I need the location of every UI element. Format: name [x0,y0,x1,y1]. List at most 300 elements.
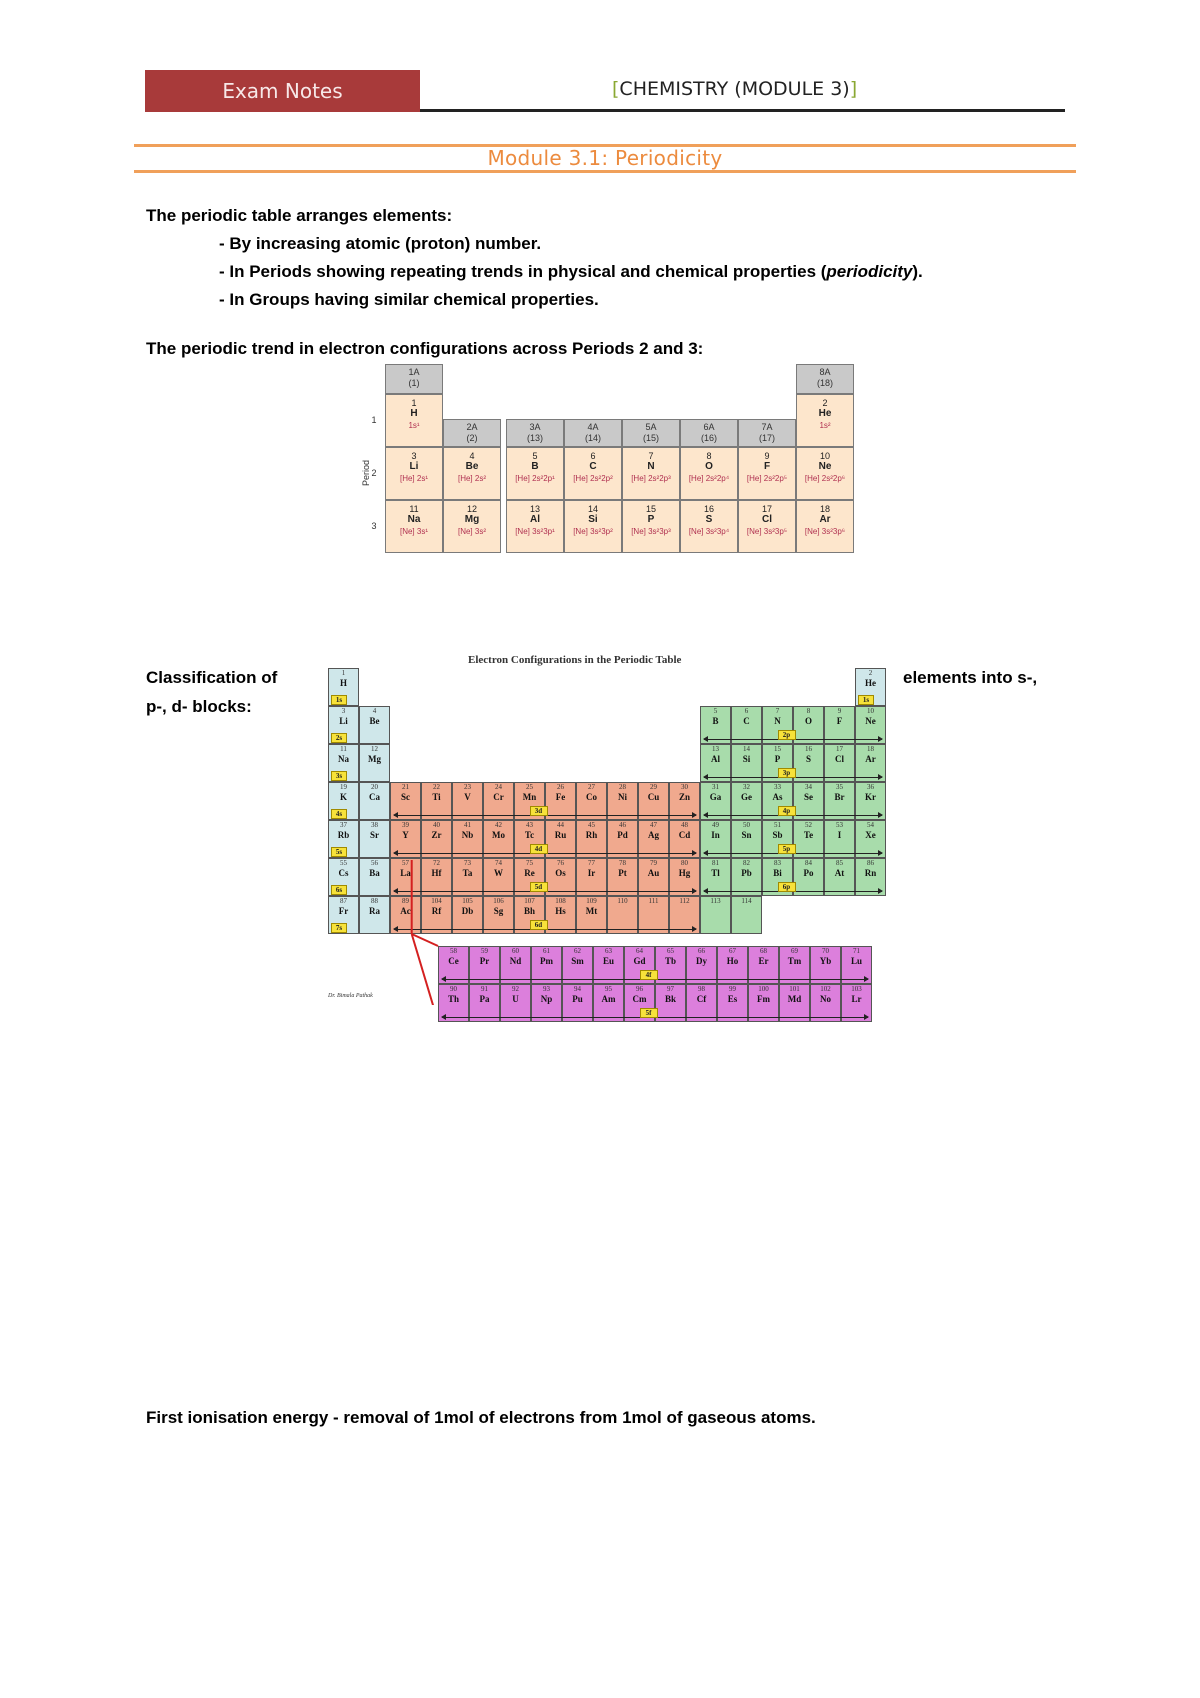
element-symbol: Ba [369,868,380,878]
element-symbol: Yb [819,956,832,966]
atomic-number: 32 [743,783,750,791]
element-cell [443,500,501,553]
electron-configuration: [He] 2s²2p² [573,474,613,483]
atomic-number: 92 [512,985,520,993]
atomic-number: 14 [743,745,750,753]
element-symbol: I [837,830,842,840]
element-symbol: La [400,868,411,878]
orbital-label: 2p [778,730,796,740]
orbital-label: 6p [778,882,796,892]
element-symbol: Ni [618,792,627,802]
element-symbol: Co [586,792,597,802]
atomic-number: 96 [636,985,644,993]
orbital-label: 5f [640,1008,658,1018]
atomic-number: 6 [744,707,749,715]
element-symbol: P [774,754,781,764]
atomic-number: 62 [574,947,582,955]
element-symbol: Ru [554,830,567,840]
classification-text-left-1: Classification of [146,668,278,687]
element-symbol: Sg [493,906,504,916]
atomic-number: 57 [402,859,409,867]
element-symbol: Ta [462,868,473,878]
element-symbol: Si [742,754,751,764]
orbital-label: 4p [778,806,796,816]
atomic-number: 38 [371,821,378,829]
atomic-number: 22 [433,783,440,791]
element-symbol: At [834,868,845,878]
atomic-number: 94 [574,985,582,993]
group-header: 7A (17) [738,419,796,447]
atomic-number: 26 [557,783,564,791]
element-symbol: W [494,868,503,878]
module-rule-bottom [134,170,1076,173]
periodicity-term: periodicity [826,262,913,281]
electron-configuration: [He] 2s²2p⁴ [688,474,730,483]
header-label-box [145,70,420,112]
atomic-number: 21 [402,783,409,791]
element-symbol: Se [804,792,813,802]
atomic-number: 24 [495,783,502,791]
element-symbol: Db [461,906,474,916]
element-symbol: Al [711,754,720,764]
orbital-label: 3d [530,806,548,816]
atomic-number: 35 [836,783,843,791]
atomic-number: 47 [650,821,657,829]
atomic-number: 29 [650,783,657,791]
electron-configuration: [Ne] 3s²3p¹ [515,527,555,536]
element-symbol: Th [448,994,460,1004]
atomic-number: 31 [712,783,719,791]
element-symbol: Rf [431,906,442,916]
orbital-label: 5s [331,847,347,857]
element-symbol: Cl [762,514,772,525]
atomic-number: 72 [433,859,440,867]
module-title: Module 3.1: Periodicity [487,146,723,170]
atomic-number: 64 [636,947,644,955]
element-symbol: He [818,408,832,419]
element-symbol: Bh [523,906,535,916]
orbital-label: 3s [331,771,347,781]
element-cell [564,447,622,500]
atomic-number: 11 [340,745,347,753]
header-title [612,78,857,100]
element-symbol: Y [402,830,409,840]
atomic-number: 77 [588,859,595,867]
atomic-number: 34 [805,783,812,791]
element-symbol: No [820,994,832,1004]
element-symbol: Nd [509,956,522,966]
element-symbol: Nb [461,830,474,840]
atomic-number: 101 [789,985,800,993]
element-symbol: Si [588,514,598,525]
element-symbol: S [705,514,713,525]
atomic-number: 12 [466,504,477,514]
electron-configuration: [He] 2s²2p⁶ [804,474,846,483]
orbital-label: 6s [331,885,347,895]
group-header: 3A (13) [506,419,564,447]
element-symbol: Lr [851,994,862,1004]
atomic-number: 73 [464,859,471,867]
element-cell [385,500,443,553]
element-symbol: Er [758,956,769,966]
element-symbol: Sn [741,830,752,840]
element-symbol: Gd [633,956,646,966]
atomic-number: 108 [555,897,566,905]
atomic-number: 2 [868,669,873,677]
atomic-number: 41 [464,821,471,829]
bracket-open: [ [612,78,620,100]
group-header: 5A (15) [622,419,680,447]
element-symbol: N [774,716,781,726]
element-symbol: Na [407,514,421,525]
element-symbol: Mn [522,792,537,802]
group-header: 6A (16) [680,419,738,447]
atomic-number: 84 [805,859,812,867]
period-axis-label: Period [361,459,371,486]
element-symbol: Ne [818,461,832,472]
element-symbol: Ag [648,830,659,840]
element-symbol: H [410,408,418,419]
ionisation-definition: First ionisation energy - removal of 1mol of electrons from 1mol of gaseous atoms. [146,1408,816,1427]
element-symbol: Rb [337,830,350,840]
period-number: 2 [371,467,377,478]
element-symbol: Zn [678,792,690,802]
element-symbol: Hg [678,868,691,878]
element-symbol: Ti [432,792,441,802]
element-symbol: Es [727,994,738,1004]
element-symbol: Rh [585,830,598,840]
atomic-number: 68 [760,947,768,955]
element-symbol: Ac [400,906,411,916]
block-figure-title: Electron Configurations in the Periodic Table [468,654,682,666]
element-symbol: Cr [493,792,504,802]
element-cell [506,500,564,553]
atomic-number: 16 [805,745,812,753]
atomic-number: 103 [851,985,862,993]
atomic-number: 97 [667,985,675,993]
atomic-number: 109 [586,897,597,905]
element-symbol: Fe [555,792,566,802]
element-symbol: Ce [448,956,459,966]
element-cell [680,500,738,553]
atomic-number: 8 [706,451,712,461]
atomic-number: 9 [837,707,842,715]
electron-configuration: [He] 2s¹ [399,474,428,483]
atomic-number: 49 [712,821,719,829]
element-symbol: B [712,716,719,726]
atomic-number: 13 [712,745,719,753]
atomic-number: 90 [450,985,458,993]
element-symbol: N [647,461,655,472]
element-symbol: Zr [431,830,442,840]
atomic-number: 5 [532,451,538,461]
element-symbol: Ra [369,906,380,916]
atomic-number: 7 [648,451,654,461]
atomic-number: 13 [529,504,540,514]
atomic-number: 75 [526,859,533,867]
figure-credit: Dr. Bimala Pathak [328,993,373,999]
atomic-number: 1 [411,398,417,408]
element-symbol: Bi [773,868,782,878]
atomic-number: 112 [679,897,690,905]
electron-configuration: 1s¹ [408,421,420,430]
atomic-number: 82 [743,859,750,867]
atomic-number: 14 [587,504,598,514]
atomic-number: 67 [729,947,737,955]
atomic-number: 83 [774,859,781,867]
atomic-number: 111 [648,897,659,905]
element-symbol: As [772,792,783,802]
element-symbol: Cd [678,830,691,840]
element-symbol: Ca [369,792,380,802]
bracket-close: ] [849,78,858,100]
element-symbol: Os [555,868,566,878]
element-symbol: Lu [851,956,863,966]
element-symbol: Sm [571,956,584,966]
atomic-number: 74 [495,859,502,867]
orbital-label: 4d [530,844,548,854]
atomic-number: 46 [619,821,626,829]
element-cell [385,447,443,500]
atomic-number: 10 [819,451,830,461]
atomic-number: 28 [619,783,626,791]
atomic-number: 91 [481,985,489,993]
atomic-number: 95 [605,985,613,993]
element-symbol: Be [465,461,479,472]
element-symbol: Mt [585,906,598,916]
element-symbol: Te [803,830,814,840]
element-symbol: Ga [709,792,722,802]
element-cell [680,447,738,500]
atomic-number: 107 [524,897,535,905]
atomic-number: 6 [590,451,596,461]
atomic-number: 18 [867,745,874,753]
element-symbol: Cm [632,994,647,1004]
element-symbol: Re [524,868,535,878]
group-header: 8A (18) [796,364,854,394]
atomic-number: 114 [741,897,752,905]
atomic-number: 99 [729,985,737,993]
atomic-number: 59 [481,947,489,955]
electron-configuration: [He] 2s²2p⁵ [746,474,788,483]
atomic-number: 5 [713,707,718,715]
atomic-number: 36 [867,783,874,791]
atomic-number: 80 [681,859,688,867]
atomic-number: 85 [836,859,843,867]
orbital-label: 3p [778,768,796,778]
atomic-number: 4 [469,451,475,461]
element-cell [622,500,680,553]
electron-configuration: [Ne] 3s²3p² [573,527,613,536]
element-symbol: Ir [587,868,596,878]
electron-configuration: [Ne] 3s²3p⁶ [804,527,846,536]
atomic-number: 88 [371,897,378,905]
element-symbol: Mg [464,514,480,525]
element-cell [738,447,796,500]
atomic-number: 15 [645,504,656,514]
atomic-number: 58 [450,947,458,955]
element-symbol: Kr [865,792,876,802]
atomic-number: 61 [543,947,551,955]
element-symbol: Dy [696,956,708,966]
atomic-number: 104 [431,897,442,905]
atomic-number: 12 [371,745,378,753]
atomic-number: 1 [341,669,346,677]
electron-configuration: [Ne] 3s²3p⁴ [688,527,730,536]
atomic-number: 79 [650,859,657,867]
element-symbol: Cf [696,994,707,1004]
element-symbol: Sb [772,830,783,840]
atomic-number: 71 [853,947,861,955]
orbital-label: 4f [640,970,658,980]
element-symbol: Pd [617,830,628,840]
period-number: 3 [371,520,377,531]
element-symbol: Bk [665,994,677,1004]
orbital-label: 5p [778,844,796,854]
atomic-number: 43 [526,821,533,829]
element-symbol: Eu [603,956,615,966]
orbital-label: 6d [530,920,548,930]
element-cell [443,447,501,500]
atomic-number: 27 [588,783,595,791]
atomic-number: 93 [543,985,551,993]
lanthanide-connector [328,660,888,1005]
element-symbol: Ar [819,514,831,525]
element-symbol: Li [339,716,348,726]
element-symbol: Mg [368,754,381,764]
electron-configuration: [Ne] 3s²3p⁵ [746,527,788,536]
atomic-number: 69 [791,947,799,955]
header-label: Exam Notes [222,79,343,103]
element-symbol: Pa [479,994,490,1004]
element-symbol: U [512,994,519,1004]
element-symbol: O [705,461,713,472]
element-symbol: Rn [864,868,877,878]
element-symbol: Am [601,994,616,1004]
element-symbol: Cs [338,868,349,878]
element-symbol: S [805,754,811,764]
atomic-number: 17 [761,504,772,514]
element-symbol: V [464,792,471,802]
atomic-number: 4 [372,707,377,715]
element-cell [738,500,796,553]
element-cell [796,500,854,553]
atomic-number: 78 [619,859,626,867]
atomic-number: 45 [588,821,595,829]
atomic-number: 110 [617,897,628,905]
element-symbol: Tb [665,956,677,966]
element-symbol: P [647,514,655,525]
atomic-number: 60 [512,947,520,955]
element-symbol: Fm [757,994,771,1004]
atomic-number: 98 [698,985,706,993]
element-symbol: Au [647,868,660,878]
group-header: 1A (1) [385,364,443,394]
atomic-number: 8 [806,707,811,715]
atomic-number: 20 [371,783,378,791]
element-symbol: O [804,716,812,726]
element-symbol: Pt [618,868,627,878]
electron-configuration-table [350,364,860,554]
atomic-number: 7 [775,707,780,715]
electron-configuration: 1s² [819,421,831,430]
element-symbol: B [531,461,539,472]
element-symbol: H [339,678,347,688]
atomic-number: 17 [836,745,843,753]
atomic-number: 86 [867,859,874,867]
element-symbol: C [743,716,750,726]
bullet-3: - In Groups having similar chemical properties. [219,290,599,309]
atomic-number: 48 [681,821,688,829]
electron-configuration: [Ne] 3s²3p³ [631,527,671,536]
orbital-label: 7s [331,923,347,933]
atomic-number: 11 [409,504,419,514]
atomic-number: 23 [464,783,471,791]
atomic-number: 42 [495,821,502,829]
element-symbol: Tc [524,830,535,840]
atomic-number: 40 [433,821,440,829]
element-symbol: Sr [370,830,379,840]
atomic-number: 87 [340,897,347,905]
atomic-number: 105 [462,897,473,905]
electron-configuration: [He] 2s² [457,474,486,483]
element-symbol: Tl [711,868,720,878]
atomic-number: 3 [341,707,346,715]
element-symbol: Hs [555,906,566,916]
atomic-number: 66 [698,947,706,955]
element-symbol: Hf [431,868,442,878]
atomic-number: 16 [703,504,714,514]
element-symbol: Ar [865,754,876,764]
atomic-number: 39 [402,821,409,829]
element-symbol: He [865,678,876,688]
element-symbol: Al [530,514,540,525]
group-header: 4A (14) [564,419,622,447]
atomic-number: 65 [667,947,675,955]
atomic-number: 53 [836,821,843,829]
element-symbol: Po [803,868,814,878]
element-symbol: K [339,792,347,802]
atomic-number: 33 [774,783,781,791]
electron-configuration: [He] 2s²2p¹ [515,474,555,483]
element-symbol: F [836,716,843,726]
atomic-number: 44 [557,821,564,829]
group-header: 2A (2) [443,419,501,447]
atomic-number: 10 [867,707,874,715]
element-symbol: Tm [787,956,802,966]
header-title-text: CHEMISTRY (MODULE 3) [619,78,850,100]
atomic-number: 15 [774,745,781,753]
atomic-number: 3 [411,451,417,461]
period-number: 1 [371,414,377,425]
atomic-number: 63 [605,947,613,955]
atomic-number: 70 [822,947,830,955]
element-symbol: Br [834,792,845,802]
element-cell [796,447,854,500]
atomic-number: 51 [774,821,781,829]
atomic-number: 30 [681,783,688,791]
atomic-number: 9 [764,451,770,461]
atomic-number: 81 [712,859,719,867]
element-cell [622,447,680,500]
orbital-label: 1s [331,695,347,705]
electron-configuration: [He] 2s²2p³ [631,474,671,483]
electron-configuration: [Ne] 3s¹ [399,527,428,536]
classification-text-right: elements into s-, [903,668,1038,687]
element-symbol: Np [540,994,553,1004]
element-cell [506,447,564,500]
bullet-2: - In Periods showing repeating trends in physical and chemical properties (periodicity). [219,262,923,281]
